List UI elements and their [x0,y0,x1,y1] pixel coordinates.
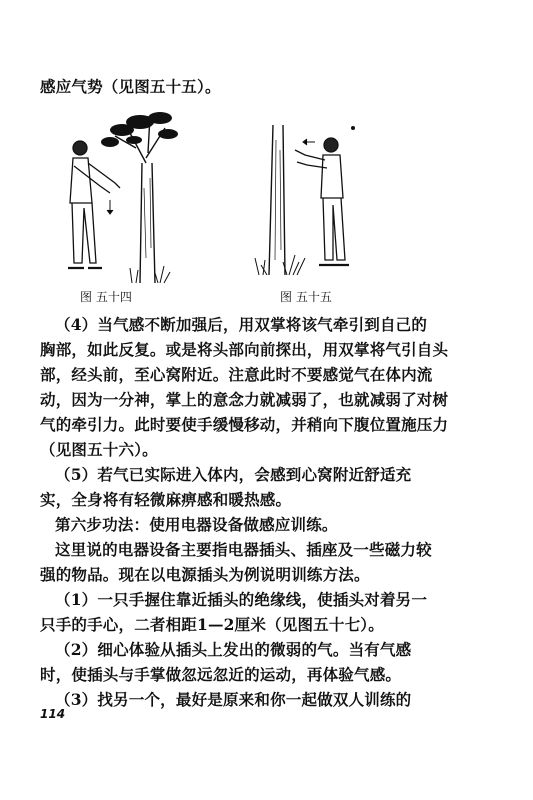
text-line: （1）一只手握住靠近插头的绝缘线，使插头对着另一 [55,590,428,609]
text-line: 时，使插头与手掌做忽远忽近的运动，再体验气感。 [40,665,402,684]
text-line: 只手的手心，二者相距1—2厘米（见图五十七）。 [40,615,384,634]
man-facing-tree-illustration [60,108,190,288]
text-line: 强的物品。现在以电源插头为例说明训练方法。 [40,565,370,584]
text-line: （见图五十六）。 [40,440,158,459]
text-line: 这里说的电器设备主要指电器插头、插座及一些磁力较 [55,540,432,559]
man-palms-toward-tree-illustration [245,120,375,280]
text-line: 部，经头前，至心窝附近。注意此时不要感觉气在体内流 [40,365,433,384]
text-line: （4）当气感不断加强后，用双掌将该气牵引到自己的 [55,315,428,334]
text-line: 感应气势（见图五十五）。 [40,77,221,96]
text-line: 胸部，如此反复。或是将头部向前探出，用双掌将气引自头 [40,340,449,359]
figure-caption: 图 五十五 [280,290,332,304]
text-line: （5）若气已实际进入体内，会感到心窝附近舒适充 [55,465,412,484]
text-line: 实，全身将有轻微麻痹感和暖热感。 [40,490,292,509]
text-line: 第六步功法：使用电器设备做感应训练。 [55,515,338,534]
page-number: 114 [40,707,66,721]
text-line: （3）找另一个，最好是原来和你一起做双人训练的 [55,690,412,709]
text-line: 动，因为一分神，掌上的意念力就减弱了，也就减弱了对树 [40,390,449,409]
figure-caption: 图 五十四 [80,290,132,304]
text-line: （2）细心体验从插头上发出的微弱的气。当有气感 [55,640,412,659]
text-line: 气的牵引力。此时要使手缓慢移动，并稍向下腹位置施压力 [40,415,449,434]
